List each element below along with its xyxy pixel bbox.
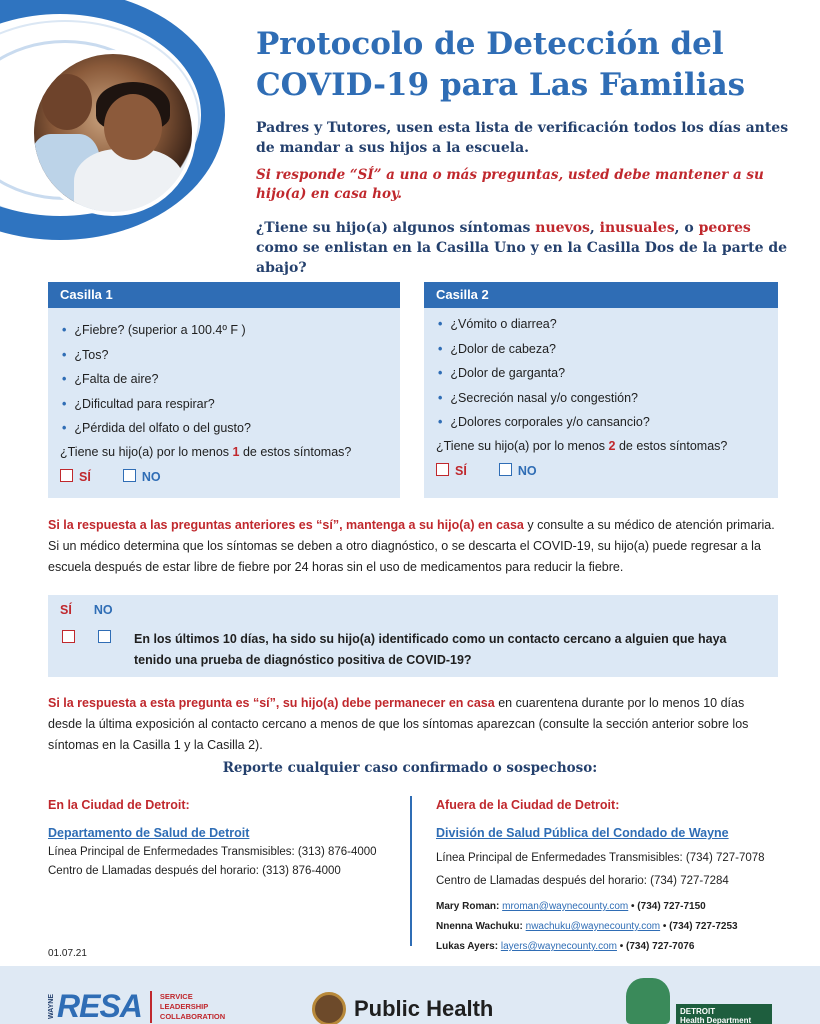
yes-label: SÍ bbox=[79, 469, 91, 484]
yes-label: SÍ bbox=[60, 603, 72, 617]
no-label: NO bbox=[517, 463, 537, 478]
spirit-of-detroit-icon bbox=[626, 978, 670, 1024]
detroit-after-hours: Centro de Llamadas después del horario: (313) 876-4000 bbox=[48, 865, 341, 877]
no-label: NO bbox=[93, 603, 113, 617]
symptom-text: ¿Secreción nasal y/o congestión? bbox=[450, 390, 639, 405]
bullet-icon: • bbox=[62, 372, 67, 386]
wayne-dept-link[interactable]: División de Salud Pública del Condado de Wayne bbox=[436, 826, 729, 840]
question-highlight: nuevos bbox=[535, 220, 590, 236]
symptom-box-1 bbox=[48, 282, 400, 498]
list-item bbox=[438, 386, 778, 411]
box-2-yes-option[interactable] bbox=[436, 463, 467, 478]
list-item bbox=[62, 392, 400, 417]
guidance-text: y consulte a su médico de atención primaria. Si un médico determina que los síntomas se deben a otro diagnóstico, o se descarta el COVID-19, su hijo(a) puede regresar a la escuela después de estar libre de fiebre por 24 horas sin el uso de medicamentos para reducir la fiebre. bbox=[48, 518, 775, 574]
no-checkbox[interactable] bbox=[499, 463, 512, 476]
box-1-answers bbox=[48, 469, 400, 484]
question-text: ¿Tiene su hijo(a) algunos síntomas bbox=[256, 220, 536, 236]
intro-text: Padres y Tutores, usen esta lista de verificación todos los días antes de mandar a sus hijos a la escuela. bbox=[256, 120, 789, 156]
email-link[interactable]: layers@waynecounty.com bbox=[500, 941, 617, 952]
title-line-1: Protocolo de Detección del bbox=[256, 26, 724, 62]
symptom-text: ¿Dolores corporales y/o cansancio? bbox=[450, 415, 650, 429]
no-label: NO bbox=[141, 469, 161, 484]
yes-checkbox[interactable] bbox=[60, 469, 73, 482]
box-1-yes-option[interactable] bbox=[60, 469, 91, 484]
parent-child-photo bbox=[30, 50, 196, 216]
question-text: de estos síntomas? bbox=[615, 438, 728, 453]
bullet-icon: • bbox=[438, 415, 443, 429]
page-title bbox=[256, 24, 796, 106]
tagline-line: COLLABORATION bbox=[159, 1011, 226, 1021]
list-item bbox=[438, 361, 778, 386]
bullet-icon: • bbox=[438, 341, 443, 356]
tagline-line: LEADERSHIP bbox=[159, 1001, 209, 1011]
detroit-contact-column bbox=[48, 796, 398, 881]
wayne-contact-column bbox=[436, 796, 796, 957]
guidance-emphasis: Si la respuesta a las preguntas anteriores es “sí”, mantenga a su hijo(a) en casa bbox=[48, 518, 524, 532]
contact-person bbox=[436, 917, 796, 937]
box-1-title: Casilla 1 bbox=[48, 282, 400, 308]
quarantine-paragraph bbox=[48, 693, 778, 756]
yes-label: SÍ bbox=[455, 463, 467, 478]
list-item bbox=[62, 367, 400, 392]
box-2-answers bbox=[424, 463, 778, 478]
dhd-plate bbox=[676, 1004, 772, 1024]
bullet-icon: • bbox=[438, 390, 443, 405]
symptom-text: ¿Dolor de cabeza? bbox=[450, 341, 557, 356]
box-2-list bbox=[424, 308, 778, 435]
contact-yes-option[interactable] bbox=[62, 629, 81, 647]
report-heading: Reporte cualquier caso confirmado o sospechoso: bbox=[222, 760, 598, 776]
list-item bbox=[62, 416, 400, 441]
question-text: , bbox=[589, 220, 600, 236]
box-1-no-option[interactable] bbox=[123, 469, 161, 484]
box-1-list bbox=[48, 308, 400, 441]
no-checkbox[interactable] bbox=[98, 630, 111, 643]
question-text: ¿Tiene su hijo(a) por lo menos bbox=[60, 444, 233, 459]
symptom-text: ¿Dificultad para respirar? bbox=[74, 396, 215, 411]
wayne-after-hours: Centro de Llamadas después del horario: (734) 727-7284 bbox=[436, 875, 729, 887]
question-text: como se enlistan en la Casilla Uno y en la Casilla Dos de la parte de abajo? bbox=[256, 240, 788, 276]
contact-person bbox=[436, 897, 796, 917]
question-text: , o bbox=[674, 220, 699, 236]
yes-checkbox[interactable] bbox=[62, 630, 75, 643]
document-date: 01.07.21 bbox=[48, 948, 87, 959]
yes-checkbox[interactable] bbox=[436, 463, 449, 476]
wayne-heading: Afuera de la Ciudad de Detroit: bbox=[436, 798, 620, 812]
bullet-icon: • bbox=[62, 323, 67, 337]
wayne-main-line: Línea Principal de Enfermedades Transmisibles: (734) 727-7078 bbox=[436, 852, 765, 864]
column-divider bbox=[410, 796, 412, 946]
quarantine-text: en cuarentena durante por lo menos 10 días desde la última exposición al contacto cercano a menos de que los síntomas aparezcan (consulte la sección anterior sobre los síntomas en la Casilla 1 y la Casilla 2). bbox=[48, 696, 749, 752]
detroit-health-logo bbox=[620, 976, 780, 1024]
close-contact-box bbox=[48, 595, 778, 677]
bullet-icon: • bbox=[62, 347, 67, 362]
symptom-question bbox=[256, 218, 796, 278]
resa-logo bbox=[48, 988, 225, 1024]
box-2-question bbox=[424, 439, 778, 453]
box-1-question bbox=[48, 445, 400, 459]
footer-logos bbox=[0, 966, 820, 1024]
contact-no-option[interactable] bbox=[98, 629, 117, 647]
dhd-text: Health Department bbox=[680, 1016, 752, 1024]
list-item bbox=[438, 410, 778, 435]
question-highlight: inusuales bbox=[599, 220, 675, 236]
warning-text: Si responde “SÍ” a una o más preguntas, usted debe mantener a su hijo(a) en casa hoy. bbox=[256, 167, 764, 202]
symptom-text: ¿Pérdida del olfato o del gusto? bbox=[74, 421, 251, 435]
title-line-2: COVID-19 para Las Familias bbox=[256, 67, 746, 103]
person-phone: • (734) 727-7253 bbox=[660, 921, 738, 932]
bullet-icon: • bbox=[438, 366, 443, 380]
list-item bbox=[438, 337, 778, 362]
symptom-text: ¿Vómito o diarrea? bbox=[450, 317, 557, 331]
box-2-no-option[interactable] bbox=[499, 463, 537, 478]
symptom-text: ¿Fiebre? (superior a 100.4º F ) bbox=[74, 323, 246, 337]
contact-question: En los últimos 10 días, ha sido su hijo(a) identificado como un contacto cercano a alguien que haya tenido una prueba de diagnóstico positiva de COVID-19? bbox=[134, 632, 727, 667]
list-item bbox=[62, 318, 400, 343]
email-link[interactable]: mroman@waynecounty.com bbox=[502, 901, 629, 912]
resa-name: RESA bbox=[57, 988, 142, 1024]
county-seal-icon bbox=[312, 992, 346, 1024]
contact-person bbox=[436, 937, 796, 957]
question-count: 2 bbox=[608, 438, 616, 453]
question-count: 1 bbox=[232, 444, 240, 459]
logo-separator bbox=[150, 991, 152, 1023]
symptom-text: ¿Falta de aire? bbox=[74, 372, 159, 386]
no-checkbox[interactable] bbox=[123, 469, 136, 482]
dhd-text: DETROIT bbox=[680, 1007, 716, 1016]
symptom-guidance-paragraph bbox=[48, 515, 778, 578]
detroit-main-line: Línea Principal de Enfermedades Transmisibles: (313) 876-4000 bbox=[48, 846, 377, 858]
quarantine-emphasis: Si la respuesta a esta pregunta es “sí”, su hijo(a) debe permanecer en casa bbox=[48, 696, 495, 710]
person-phone: • (734) 727-7076 bbox=[616, 941, 695, 952]
question-text: de estos síntomas? bbox=[239, 444, 352, 459]
person-phone: • (734) 727-7150 bbox=[628, 901, 706, 912]
bullet-icon: • bbox=[438, 317, 443, 331]
list-item bbox=[62, 343, 400, 368]
detroit-dept-link[interactable]: Departamento de Salud de Detroit bbox=[48, 826, 250, 840]
public-health-text: Public Health bbox=[354, 996, 494, 1021]
header-graphic bbox=[0, 0, 230, 250]
detroit-heading: En la Ciudad de Detroit: bbox=[48, 798, 190, 812]
email-link[interactable]: nwachuku@waynecounty.com bbox=[525, 921, 661, 932]
resa-wayne-text: WAYNE bbox=[48, 993, 55, 1020]
public-health-logo bbox=[312, 992, 493, 1024]
contact-answer-labels bbox=[60, 603, 113, 617]
bullet-icon: • bbox=[62, 421, 67, 435]
box-2-title: Casilla 2 bbox=[424, 282, 778, 308]
list-item bbox=[438, 312, 778, 337]
question-text: ¿Tiene su hijo(a) por lo menos bbox=[436, 438, 609, 453]
person-name: Mary Roman: bbox=[436, 901, 503, 912]
person-name: Lukas Ayers: bbox=[436, 941, 501, 952]
person-name: Nnenna Wachuku: bbox=[436, 921, 526, 932]
symptom-text: ¿Tos? bbox=[74, 347, 109, 362]
tagline-line: SERVICE bbox=[159, 991, 193, 1001]
resa-tagline bbox=[160, 992, 225, 1022]
symptom-box-2 bbox=[424, 282, 778, 498]
symptom-text: ¿Dolor de garganta? bbox=[450, 366, 566, 380]
bullet-icon: • bbox=[62, 396, 67, 411]
question-highlight: peores bbox=[698, 220, 751, 236]
